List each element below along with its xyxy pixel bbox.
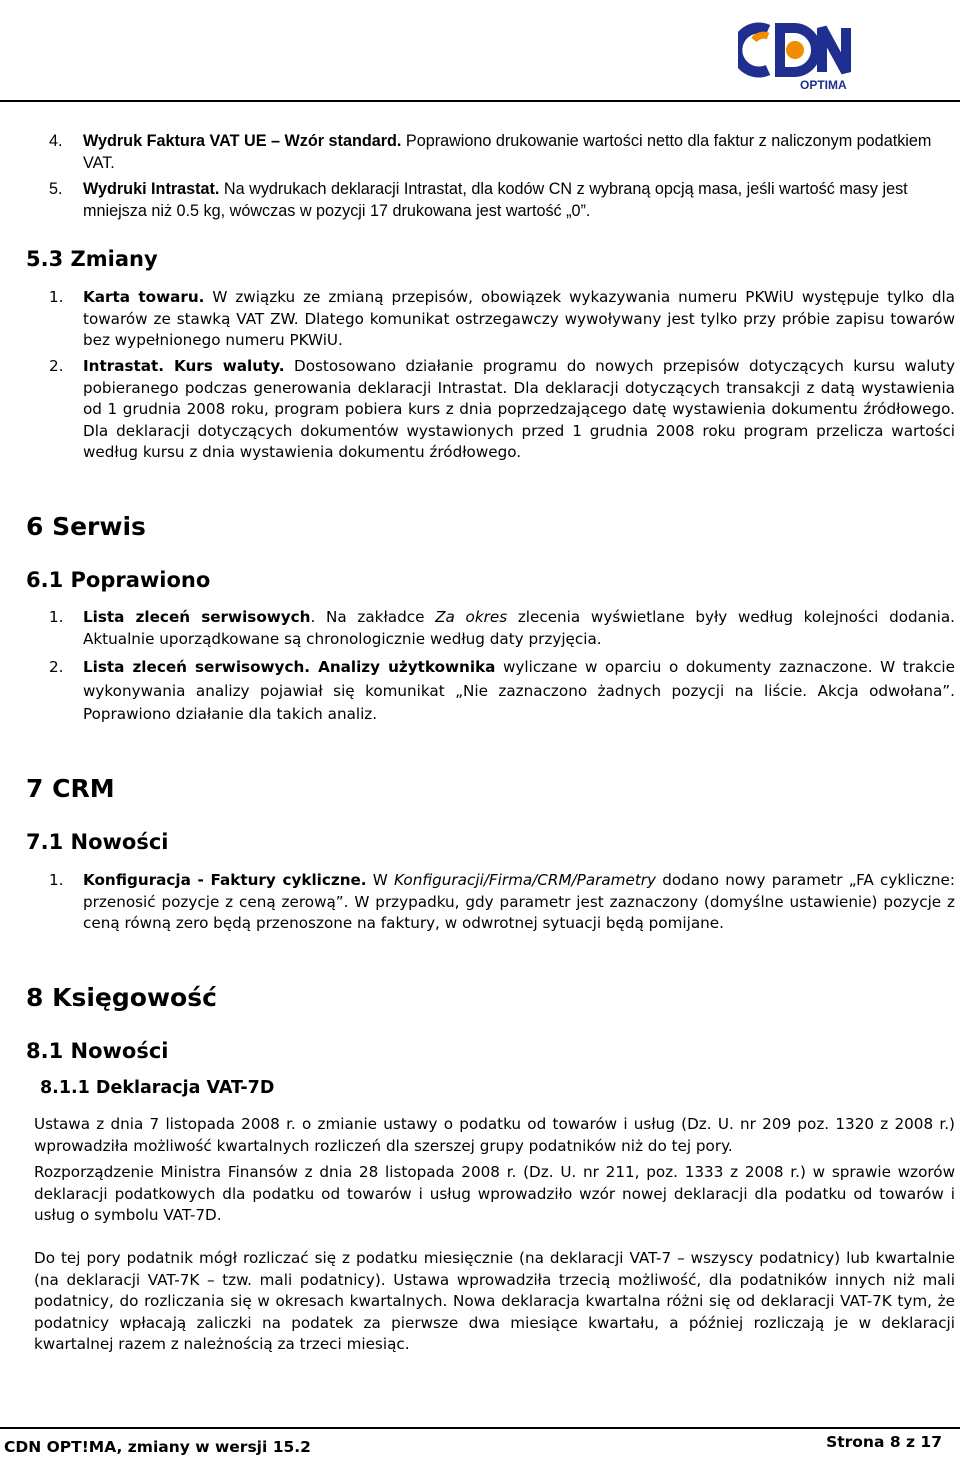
list-item: 1. Konfiguracja - Faktury cykliczne. W Konfiguracji/Firma/CRM/Parametry dodano nowy parametr „FA cykliczne: przenosić pozycje z ceną zerową”. W przypadku, gdy parametr jest zaznaczony (domyślne ustawienie) pozycje z ceną równą zero będą przenoszone na faktury, w odwrotnej sytuacji będą pomijane. [49, 871, 955, 932]
paragraph: Do tej pory podatnik mógł rozliczać się z podatku miesięcznie (na deklaracji VAT-7 – wszyscy podatnicy) lub kwartalnie (na deklaracji VAT-7K – tzw. mali podatnicy). Ustawa wprowadziła trzecią możliwość, dla podatników innych niż mali podatnicy, do rozliczania się w okresach kwartalnych. Nowa deklaracja kwartalna różni się od deklaracji VAT-7K tym, że podatnicy wpłacają zaliczki na podatek za pierwsze dwa miesiące kwartału, a później rozliczają je w deklaracji kwartalnej razem z należnością za trzeci miesiąc. [34, 1249, 955, 1353]
chapter-heading: 6 Serwis [26, 512, 146, 541]
section-heading: 6.1 Poprawiono [26, 568, 211, 592]
page-number: Strona 8 z 17 [826, 1433, 942, 1451]
list-item: 2. Lista zleceń serwisowych. Analizy użytkownika wyliczane w oparciu o dokumenty zaznaczone. W trakcie wykonywania analizy pojawiał się komunikat „Nie zaznaczono żadnych pozycji na liście. Akcja odwołana”. Poprawiono działanie dla takich analiz. [49, 658, 955, 723]
cdn-optima-logo [738, 18, 864, 92]
footer-divider [0, 1427, 960, 1429]
header-divider [0, 100, 960, 102]
list-item: 5. Wydruki Intrastat. Na wydrukach deklaracji Intrastat, dla kodów CN z wybraną opcją masa, jeśli wartość masy jest mniejsza niż 0.5 kg, wówczas w pozycji 17 drukowana jest wartość „0”. [49, 180, 908, 220]
footer-title: CDN OPT!MA, zmiany w wersji 15.2 [4, 1438, 311, 1456]
logo-subtitle: OPTIMA [800, 78, 847, 92]
paragraph: Ustawa z dnia 7 listopada 2008 r. o zmianie ustawy o podatku od towarów i usług (Dz. U. nr 209 poz. 1320 z 2008 r.) wprowadziła możliwość kwartalnych rozliczeń dla szerszej grupy podatników niż do tej pory. [34, 1115, 955, 1155]
section-heading: 5.3 Zmiany [26, 247, 158, 271]
chapter-heading: 8 Księgowość [26, 983, 217, 1012]
section-heading: 8.1 Nowości [26, 1039, 169, 1063]
subsection-heading: 8.1.1 Deklaracja VAT-7D [40, 1078, 275, 1098]
list-item: 1. Lista zleceń serwisowych. Na zakładce Za okres zlecenia wyświetlane były według kolejności dodania. Aktualnie uporządkowane są chronologicznie według daty przyjęcia. [49, 608, 955, 648]
paragraph: Rozporządzenie Ministra Finansów z dnia 28 listopada 2008 r. (Dz. U. nr 211, poz. 1333 z 2008 r.) w sprawie wzorów deklaracji podatkowych dla podatku od towarów i usług wprowadziło wzór nowej deklaracji dla podatku od towarów i usług o symbolu VAT-7D. [34, 1163, 955, 1224]
list-item: 1. Karta towaru. W związku ze zmianą przepisów, obowiązek wykazywania numeru PKWiU występuje tylko dla towarów ze stawką VAT ZW. Dlatego komunikat ostrzegawczy wywoływany jest tylko przy próbie zapisu towarów bez wypełnionego numeru PKWiU. [49, 288, 955, 349]
section-heading: 7.1 Nowości [26, 830, 169, 854]
list-item: 2. Intrastat. Kurs waluty. Dostosowano działanie programu do nowych przepisów dotyczących kursu waluty pobieranego podczas generowania deklaracji Intrastat. Dla deklaracji dotyczących transakcji z datą wystawienia od 1 grudnia 2008 roku, program pobiera kurs z dnia poprzedzającego datę wystawienia dokumentu źródłowego. Dla deklaracji dotyczących dokumentów wystawionych przed 1 grudnia 2008 roku program przelicza wartości według kursu z dnia wystawienia dokumentu źródłowego. [49, 357, 956, 461]
list-item: 4. Wydruk Faktura VAT UE – Wzór standard. Poprawiono drukowanie wartości netto dla faktur z naliczonym podatkiem VAT. [49, 132, 932, 172]
chapter-heading: 7 CRM [26, 774, 115, 803]
